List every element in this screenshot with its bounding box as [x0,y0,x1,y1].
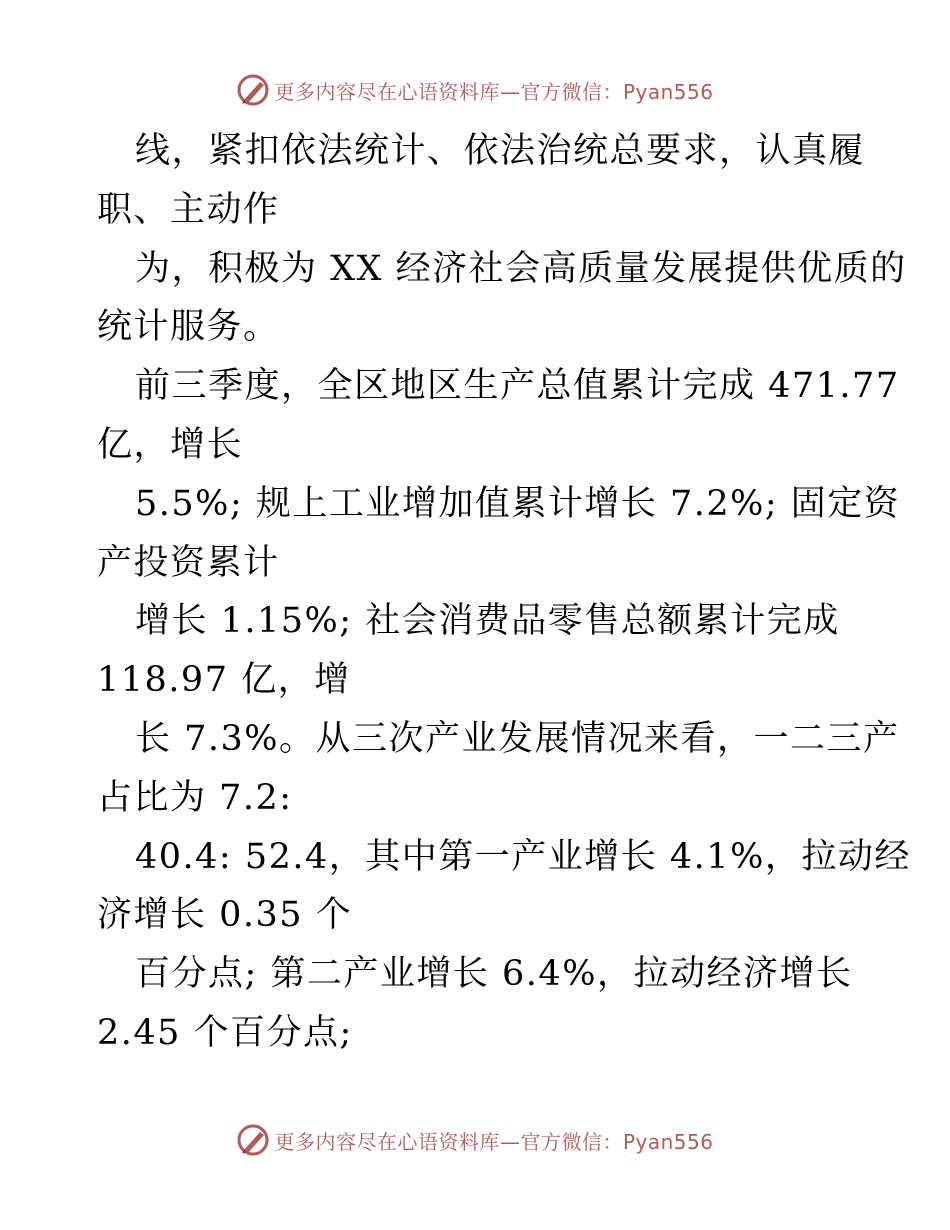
pen-logo-icon [236,1123,270,1157]
text-line: 职、主动作 [97,189,280,230]
watermark-text: 更多内容尽在心语资料库—官方微信：Pyan556 [274,1129,714,1154]
header-watermark [0,70,950,110]
watermark-text: 更多内容尽在心语资料库—官方微信：Pyan556 [274,79,714,104]
text-line: 亿，增长 [97,424,244,465]
text-line: 2.45 个百分点; [97,1012,353,1053]
text-line: 前三季度，全区地区生产总值累计完成 471.77 [135,366,900,407]
footer-watermark [0,1120,950,1160]
text-line: 为，积极为 XX 经济社会高质量发展提供优质的 [135,248,907,289]
text-line: 济增长 0.35 个 [97,895,353,936]
text-line: 线，紧扣依法统计、依法治统总要求，认真履 [135,131,866,171]
text-line: 5.5%; 规上工业增加值累计增长 7.2%; 固定资 [135,483,901,524]
text-line: 占比为 7.2: [97,777,293,818]
text-line: 长 7.3%。从三次产业发展情况来看，一二三产 [135,718,900,759]
text-line: 统计服务。 [97,307,280,348]
pen-logo-icon [236,73,270,107]
document-body [97,122,911,1063]
text-line: 增长 1.15%; 社会消费品零售总额累计完成 [135,601,840,642]
text-line: 百分点; 第二产业增长 6.4%，拉动经济增长 [135,954,853,995]
text-line: 40.4: 52.4，其中第一产业增长 4.1%，拉动经 [135,836,911,877]
text-line: 118.97 亿，增 [97,660,351,701]
text-line: 产投资累计 [97,542,280,583]
